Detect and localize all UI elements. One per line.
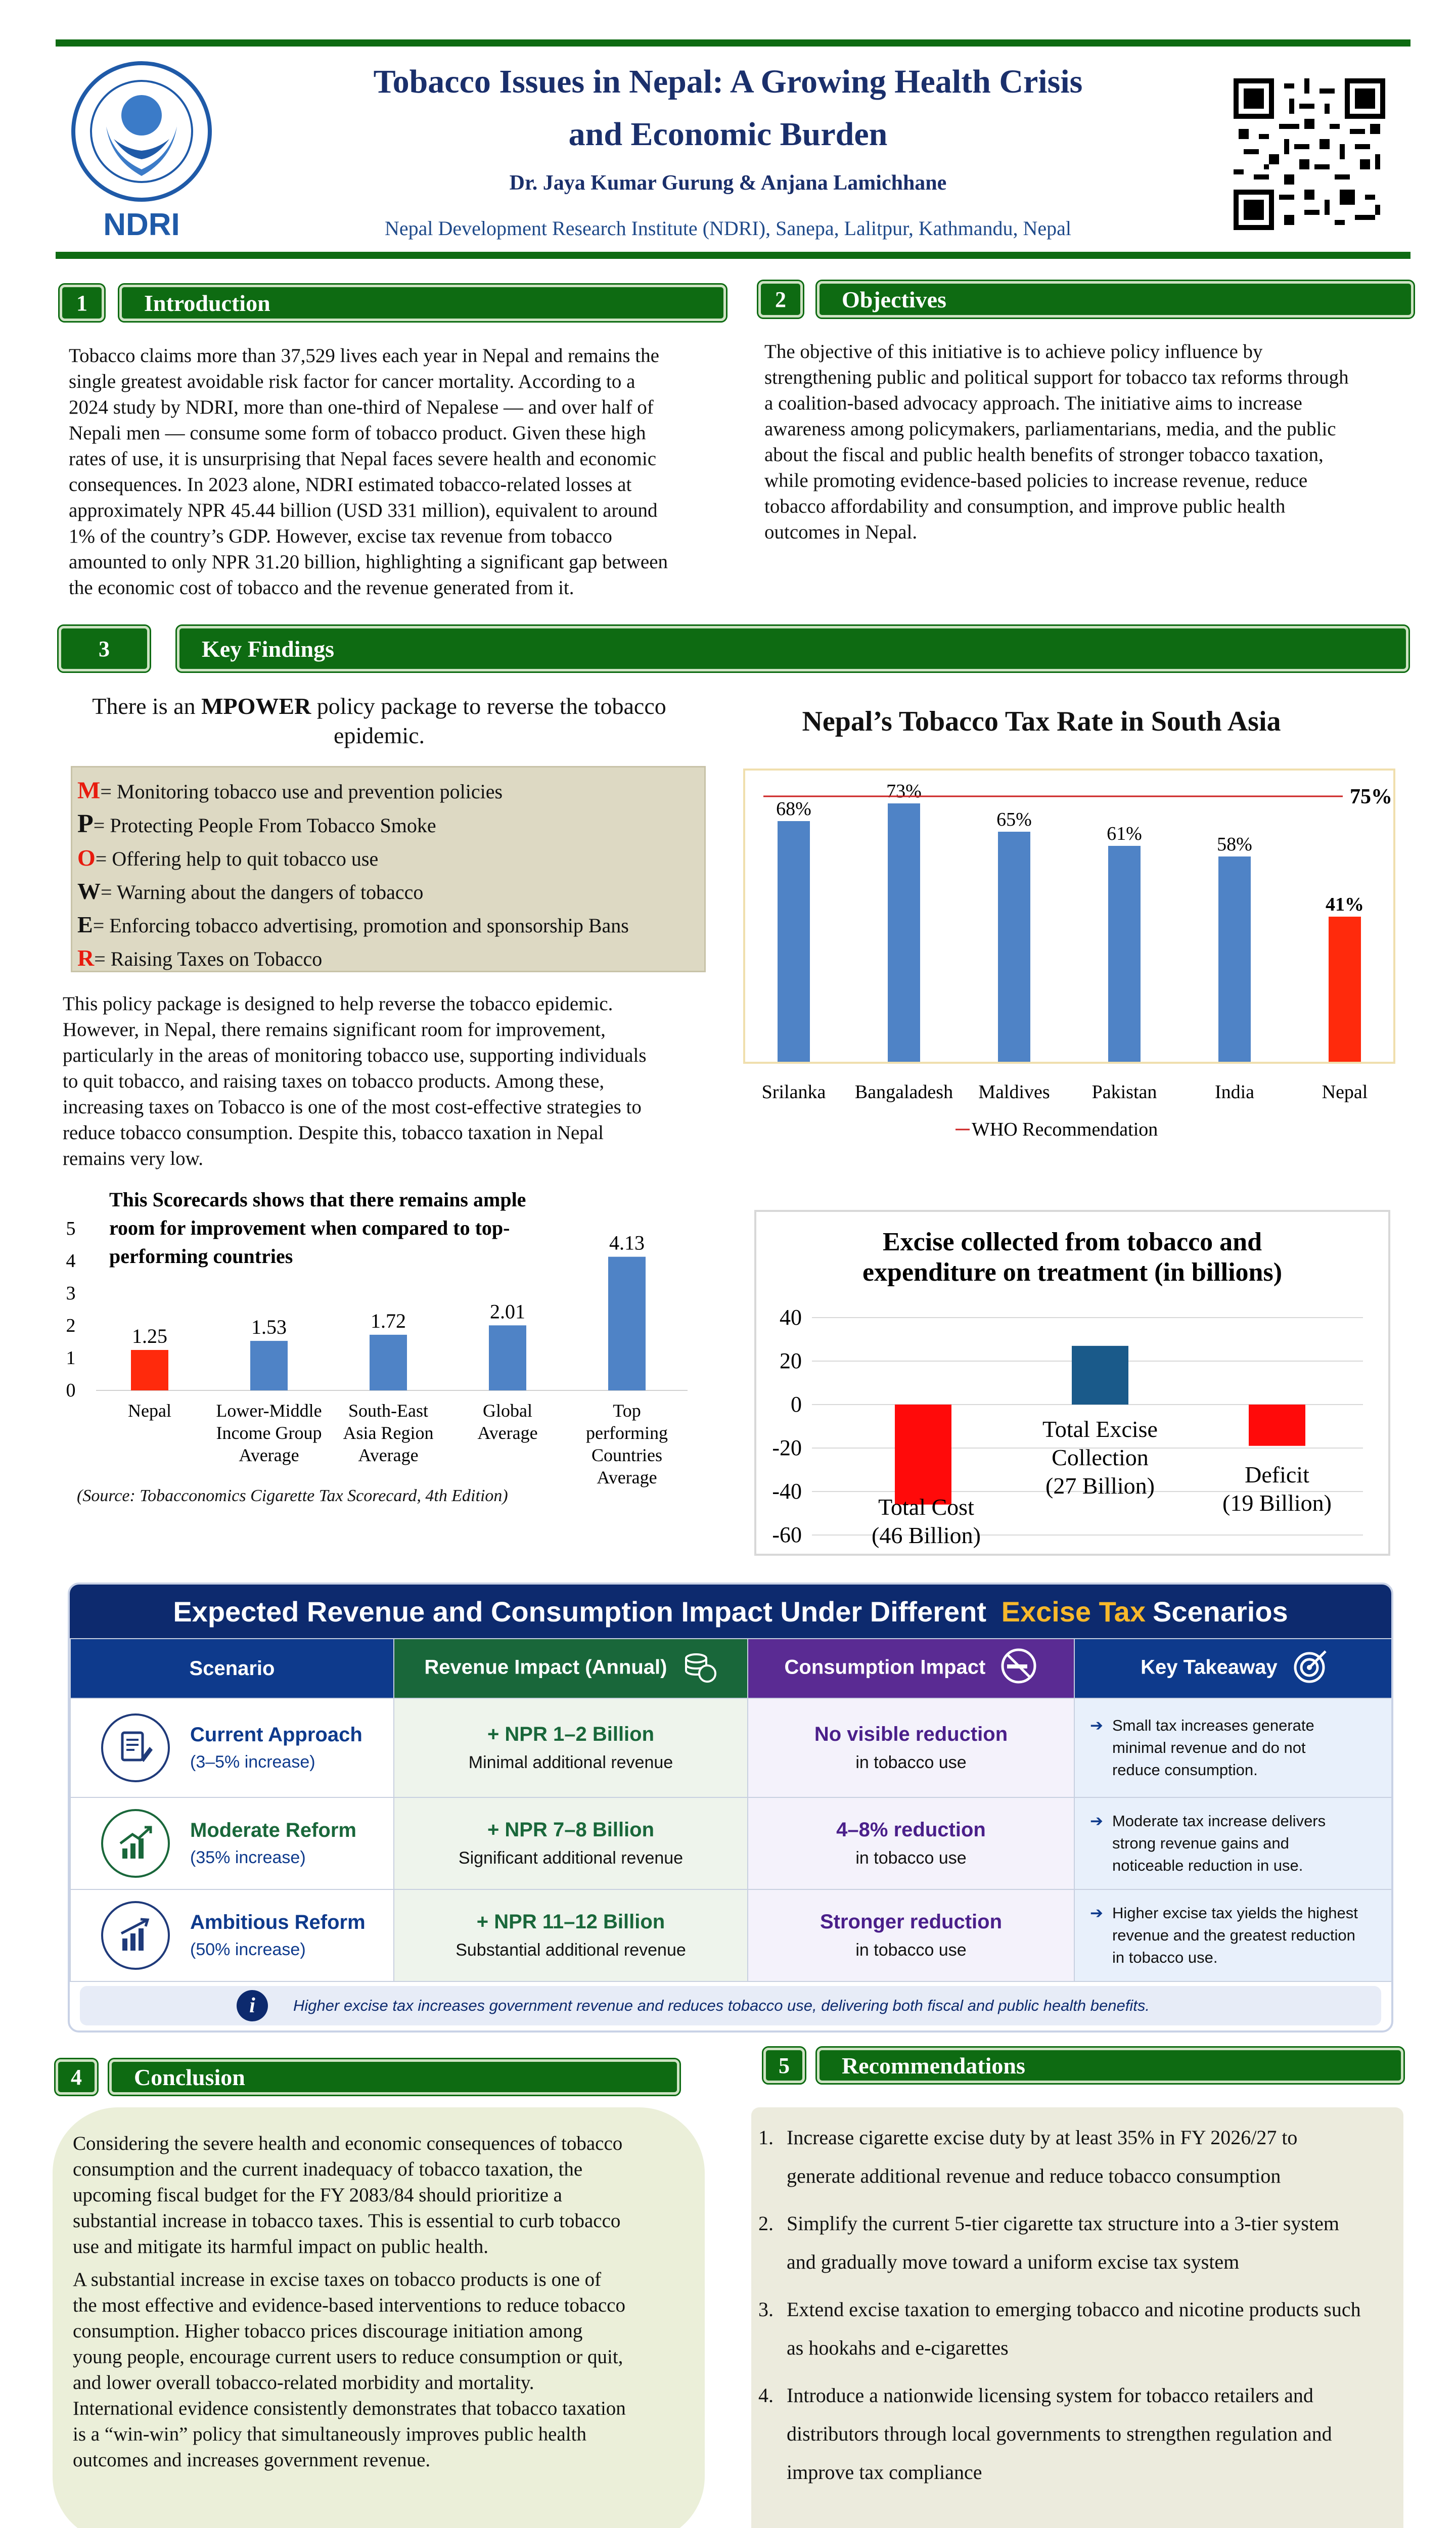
y-tick-label: -60 [772,1522,802,1547]
bar [1072,1346,1128,1405]
y-tick-label: -40 [772,1479,802,1504]
scenario-card [68,1583,1393,2033]
x-tick-label: (19 Billion) [1222,1490,1332,1516]
mpower-item: M= Monitoring tobacco use and prevention policies [77,777,503,804]
mpower-item: R= Raising Taxes on Tobacco [77,945,323,971]
section-number-findings: 3 [59,626,150,671]
scenario-note: i Higher excise tax increases government revenue and reduces tobacco use, delivering both fiscal and public health benefits. [80,1986,1381,2025]
data-label: 73% [886,781,922,802]
affiliation: Nepal Development Research Institute (NDRI), Sanepa, Lalitpur, Kathmandu, Nepal [385,217,1071,240]
y-tick-label: 0 [66,1380,76,1401]
coins-icon [682,1648,717,1689]
scenario-row: Ambitious Reform (50% increase) + NPR 11–12 Billion Substantial additional revenue Stronger reduction in tobacco use ➔ Higher excise tax yields the highest revenue and the greatest reduction in tobacco use. [70,1889,1393,1981]
y-tick-label: -20 [772,1435,802,1460]
x-tick-label: performing [586,1423,668,1443]
tax-rate-chart [743,769,1395,1143]
x-tick-label: Srilanka [761,1081,826,1103]
section-title-objectives: Objectives [817,281,1414,318]
section-number-recommendations: 5 [763,2048,805,2083]
bar [895,1405,951,1505]
data-label: 2.01 [490,1300,525,1323]
recommendation-item: 2. Simplify the current 5-tier cigarette tax structure into a 3-tier system and gradually move toward a uniform excise tax system [758,2212,1339,2273]
mpower-intro: There is an MPOWER policy package to reverse the tobacco epidemic. [92,693,666,748]
x-tick-label: Income Group [216,1423,322,1443]
header-scenario: Scenario [70,1639,394,1698]
data-label: 41% [1326,894,1364,915]
bar [608,1257,646,1390]
x-tick-label: Average [597,1467,657,1487]
mpower-item: E= Enforcing tobacco advertising, promotion and sponsorship Bans [77,912,629,937]
x-tick-label: Collection [1052,1444,1149,1470]
section-title-conclusion: Conclusion [109,2059,679,2095]
y-tick-label: 2 [66,1315,76,1336]
data-label: 1.25 [132,1325,167,1347]
tax-rate-chart-title: Nepal’s Tobacco Tax Rate in South Asia [802,706,1281,737]
chart-title: Excise collected from tobacco and [883,1228,1262,1256]
mpower-box [71,766,706,972]
y-tick-label: 0 [791,1392,802,1417]
header-takeaway: Key Takeaway [1074,1639,1393,1698]
data-label: 1.53 [251,1316,287,1339]
y-tick-label: 4 [66,1250,76,1272]
intro-text: Tobacco claims more than 37,529 lives each year in Nepal and remains the single greatest avoidable risk factor for cancer mortality. According to a 2024 study by NDRI, more than one-third of Nepalese — and over half of Nepali men — consume some form of tobacco product. Given these high rates of use, it is unsurprising that Nepal faces severe health and economic consequences. In 2023 alone, NDRI estimated tobacco-related losses at approximately NPR 45.44 billion (USD 331 million), equivalent to around 1% of the country’s GDP. However, excise tax revenue from tobacco amounted to only NPR 31.20 billion, highlighting a significant gap between the economic cost of tobacco and the revenue generated from it. [69,345,668,599]
bar [778,821,810,1062]
recommendations-box [751,2107,1403,2528]
x-tick-label: Nepal [1322,1081,1368,1103]
arrow-right-icon: ➔ [1090,1812,1103,1830]
scenario-title-bar: Expected Revenue and Consumption Impact Under Different Excise Tax Scenarios [70,1585,1391,1638]
x-tick-label: Total Excise [1042,1416,1158,1442]
x-tick-label: Maldives [978,1081,1050,1103]
x-tick-label: Top [613,1401,641,1421]
x-tick-label: Total Cost [878,1494,974,1520]
data-label: 58% [1217,834,1252,855]
header-consumption: Consumption Impact [748,1639,1074,1698]
data-label: 65% [996,809,1032,830]
arrow-right-icon: ➔ [1090,1904,1103,1922]
chart-title: performing countries [109,1245,293,1268]
x-tick-label: Countries [592,1445,662,1465]
qr-code [1234,78,1385,230]
data-label: 4.13 [609,1231,645,1254]
recommendation-item: 1. Increase cigarette excise duty by at least 35% in FY 2026/27 to generate additional revenue and reduce tobacco consumption [758,2126,1298,2187]
x-tick-label: Nepal [128,1401,171,1421]
poster-title [253,56,1203,161]
info-icon: i [237,1990,268,2021]
x-tick-label: Bangaladesh [854,1081,953,1103]
bar-growth-icon [101,1809,170,1878]
bar [1108,846,1141,1062]
authors: Dr. Jaya Kumar Gurung & Anjana Lamichhane [509,171,947,195]
scenario-row: Moderate Reform (35% increase) + NPR 7–8 Billion Significant additional revenue 4–8% reduction in tobacco use ➔ Moderate tax increase delivers strong revenue gains and noticeable reduction in use. [70,1797,1393,1889]
recommendation-item: 3. Extend excise taxation to emerging tobacco and nicotine products such as hookahs and e-cigarettes [758,2298,1361,2359]
legend-label: WHO Recommendation [972,1119,1158,1140]
section-title-recommendations: Recommendations [817,2048,1403,2083]
bar [131,1350,168,1390]
scenario-table [70,1638,1393,1982]
no-smoking-icon [1000,1647,1037,1690]
section-number-objectives: 2 [758,281,803,318]
x-tick-label: Pakistan [1091,1081,1157,1103]
bar [1329,917,1361,1062]
policy-text: This policy package is designed to help reverse the tobacco epidemic. However, in Nepal, there remains significant room for improvement, particularly in the areas of monitoring tobacco use, supporting individuals to quit tobacco, and raising taxes on tobacco products. Among these, increasing taxes on Tobacco is one of the most cost-effective strategies to reduce tobacco consumption. Despite this, tobacco taxation in Nepal remains very low. [63,993,647,1169]
bar [888,803,920,1062]
y-tick-label: 3 [66,1283,76,1304]
bar [1218,856,1251,1062]
objectives-text: The objective of this initiative is to achieve policy influence by strengthening public and political support for tobacco tax reforms through a coalition-based advocacy approach. The initiative aims to increase awareness among policymakers, parliamentarians, media, and the public about the fiscal and public health benefits of stronger tobacco taxation, while promoting evidence-based policies to increase revenue, reduce tobacco affordability and consumption, and improve public health outcomes in Nepal. [764,341,1349,543]
title-line-1: Tobacco Issues in Nepal: A Growing Health Crisis [373,63,1083,100]
y-tick-label: 5 [66,1218,76,1239]
section-number-intro: 1 [60,285,104,321]
mpower-item: P= Protecting People From Tobacco Smoke [77,809,436,838]
x-tick-label: Global [483,1401,532,1421]
excise-chart-frame [754,1210,1390,1556]
header-rule [56,252,1410,259]
y-tick-label: 20 [780,1348,802,1373]
mpower-item: W= Warning about the dangers of tobacco [77,878,424,904]
scenario-row: Current Approach (3–5% increase) + NPR 1–2 Billion Minimal additional revenue No visible reduction in tobacco use ➔ Small tax increases generate minimal revenue and do not reduce consumption. [70,1698,1393,1797]
reference-label: 75% [1350,785,1392,808]
x-tick-label: Average [239,1445,299,1465]
scorecard-source: (Source: Tobacconomics Cigarette Tax Scorecard, 4th Edition) [77,1486,508,1505]
target-icon [1292,1647,1330,1690]
arrow-right-icon: ➔ [1090,1717,1103,1734]
chart-title: expenditure on treatment (in billions) [862,1258,1283,1287]
x-tick-label: Average [358,1445,419,1465]
data-label: 68% [776,798,811,820]
conclusion-box: Considering the severe health and economic consequences of tobacco consumption and the current inadequacy of tobacco taxation, the upcoming fiscal budget for the FY 2083/84 should prioritize a substantial increase in tobacco taxes. This is essential to curb tobacco use and mitigate its harmful impact on public health. A substantial increase in excise taxes on tobacco products is one of the most effective and evidence-based interventions to reduce tobacco consumption. Higher tobacco prices discourage initiation among young people, encourage current users to reduce consumption or quit, and lower overall tobacco-related morbidity and mortality. International evidence consistently demonstrates that tobacco taxation is a “win-win” policy that simultaneously improves public health outcomes and increases government revenue. [53,2107,705,2528]
chart-title: room for improvement when compared to top- [109,1216,510,1239]
bar [998,832,1030,1062]
document-pen-icon [101,1713,170,1782]
data-label: 61% [1107,823,1142,844]
logo-text: NDRI [103,207,180,242]
scorecard-chart [51,1188,708,1512]
x-tick-label: India [1214,1081,1255,1103]
recommendation-item: 4. Introduce a nationwide licensing system for tobacco retailers and distributors through local governments to strengthen regulation and improve tax compliance [758,2384,1332,2484]
bar [489,1325,526,1390]
x-tick-label: South-East [348,1401,428,1421]
section-title-intro: Introduction [119,285,726,321]
header-revenue: Revenue Impact (Annual) [394,1639,748,1698]
plot-area [744,770,1394,1063]
ndri-logo [66,56,217,243]
y-tick-label: 40 [780,1305,802,1330]
x-tick-label: Lower-Middle [216,1401,322,1421]
x-tick-label: Asia Region [343,1423,434,1443]
mpower-item: O= Offering help to quit tobacco use [77,845,379,871]
y-tick-label: 1 [66,1347,76,1369]
x-tick-label: (27 Billion) [1045,1473,1155,1499]
chart-title: This Scorecards shows that there remains ample [109,1188,526,1211]
data-label: 1.72 [371,1309,406,1332]
section-title-findings: Key Findings [177,626,1408,671]
x-tick-label: Deficit [1245,1462,1309,1487]
x-tick-label: Average [477,1423,538,1443]
section-number-conclusion: 4 [56,2059,97,2095]
x-tick-label: (46 Billion) [872,1522,981,1548]
bar [370,1335,407,1390]
bar-chart-arrow-icon [101,1901,170,1970]
bar [1249,1405,1305,1446]
bar [250,1341,288,1390]
title-line-2: and Economic Burden [568,116,888,153]
top-rule [56,39,1410,47]
